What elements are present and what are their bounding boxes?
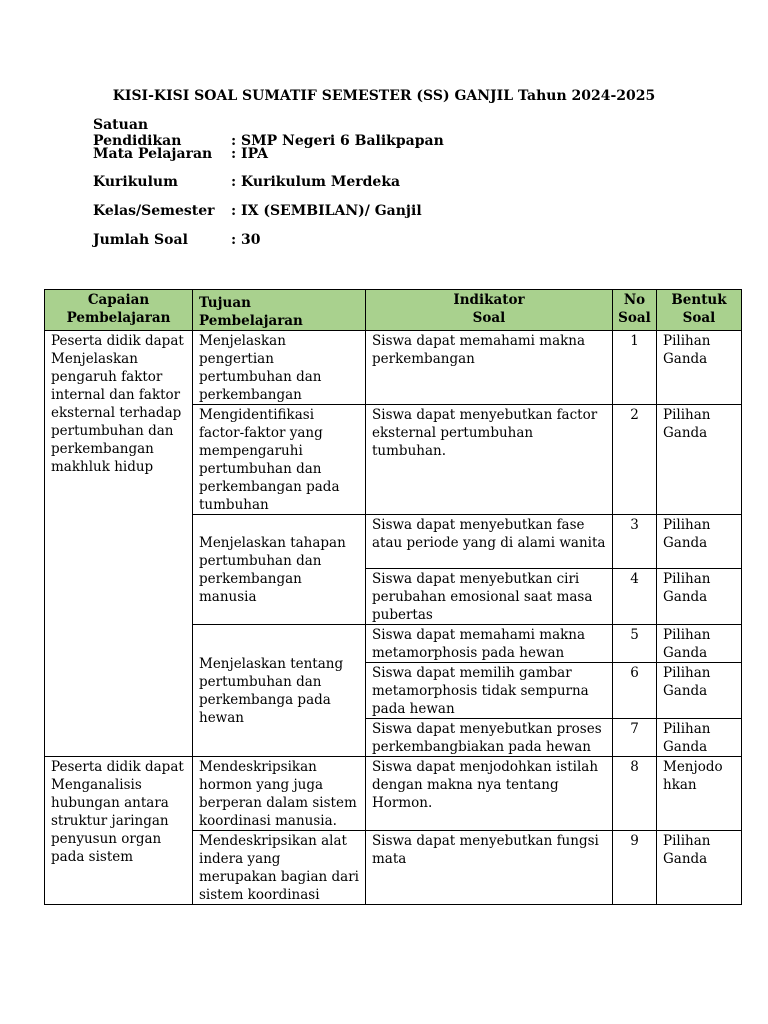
table-row (45, 331, 742, 405)
bentuk-soal-cell: Pilihan Ganda (657, 405, 742, 515)
meta-row-kurikulum (93, 174, 400, 190)
no-soal-cell: 1 (613, 331, 657, 405)
meta-value: : SMP Negeri 6 Balikpapan (231, 133, 444, 149)
meta-row-kelas (93, 203, 422, 219)
no-soal-cell: 8 (613, 757, 657, 831)
indikator-cell: Siswa dapat menyebutkan factor eksternal pertumbuhan tumbuhan. (366, 405, 613, 515)
tujuan-cell: Menjelaskan pengertian pertumbuhan dan perkembangan (193, 331, 366, 405)
bentuk-soal-cell: Pilihan Ganda (657, 831, 742, 905)
bentuk-soal-cell: Pilihan Ganda (657, 569, 742, 625)
meta-row-jumlah (93, 232, 261, 248)
meta-label: Jumlah Soal (93, 232, 188, 248)
tujuan-cell: Mendeskripsikan hormon yang juga berperan dalam sistem koordinasi manusia. (193, 757, 366, 831)
indikator-cell: Siswa dapat memahami makna metamorphosis pada hewan (366, 625, 613, 663)
indikator-cell: Siswa dapat menyebutkan fungsi mata (366, 831, 613, 905)
no-soal-cell: 4 (613, 569, 657, 625)
meta-value: : 30 (231, 232, 261, 248)
header-no-soal: No Soal (613, 290, 657, 331)
header-tujuan: Tujuan Pembelajaran (193, 290, 366, 331)
no-soal-cell: 9 (613, 831, 657, 905)
tujuan-cell: Mendeskripsikan alat indera yang merupakan bagian dari sistem koordinasi (193, 831, 366, 905)
bentuk-soal-cell: Menjodo hkan (657, 757, 742, 831)
no-soal-cell: 7 (613, 719, 657, 757)
document-title: KISI-KISI SOAL SUMATIF SEMESTER (SS) GANJIL Tahun 2024-2025 (112, 88, 656, 104)
bentuk-soal-cell: Pilihan Ganda (657, 625, 742, 663)
meta-label: Kelas/Semester (93, 203, 215, 219)
indikator-cell: Siswa dapat menyebutkan ciri perubahan emosional saat masa pubertas (366, 569, 613, 625)
indikator-cell: Siswa dapat memahami makna perkembangan (366, 331, 613, 405)
indikator-cell: Siswa dapat menyebutkan fase atau periode yang di alami wanita (366, 515, 613, 569)
no-soal-cell: 6 (613, 663, 657, 719)
no-soal-cell: 3 (613, 515, 657, 569)
bentuk-soal-cell: Pilihan Ganda (657, 663, 742, 719)
capaian-cell: Peserta didik dapat Menjelaskan pengaruh faktor internal dan faktor eksternal terhadap pertumbuhan dan perkembangan makhluk hidup (45, 331, 193, 757)
indikator-cell: Siswa dapat menyebutkan proses perkembangbiakan pada hewan (366, 719, 613, 757)
bentuk-soal-cell: Pilihan Ganda (657, 515, 742, 569)
meta-label: Mata Pelajaran (93, 146, 213, 162)
table-row (45, 757, 742, 831)
meta-row-satuan (93, 117, 444, 149)
meta-label: Satuan Pendidikan (93, 117, 182, 149)
indikator-cell: Siswa dapat menjodohkan istilah dengan makna nya tentang Hormon. (366, 757, 613, 831)
header-capaian: Capaian Pembelajaran (45, 290, 193, 331)
no-soal-cell: 5 (613, 625, 657, 663)
no-soal-cell: 2 (613, 405, 657, 515)
meta-label: Kurikulum (93, 174, 178, 190)
header-bentuk-soal: Bentuk Soal (657, 290, 742, 331)
bentuk-soal-cell: Pilihan Ganda (657, 331, 742, 405)
kisi-kisi-table (44, 289, 742, 905)
bentuk-soal-cell: Pilihan Ganda (657, 719, 742, 757)
meta-row-mapel (93, 146, 268, 162)
table-header-row (45, 290, 742, 331)
tujuan-cell: Menjelaskan tentang pertumbuhan dan perkembanga pada hewan (193, 625, 366, 757)
meta-value: : Kurikulum Merdeka (231, 174, 401, 190)
meta-value: : IX (SEMBILAN)/ Ganjil (231, 203, 422, 219)
capaian-cell: Peserta didik dapat Menganalisis hubungan antara struktur jaringan penyusun organ pada sistem (45, 757, 193, 905)
indikator-cell: Siswa dapat memilih gambar metamorphosis tidak sempurna pada hewan (366, 663, 613, 719)
meta-value: : IPA (231, 146, 268, 162)
tujuan-cell: Menjelaskan tahapan pertumbuhan dan perkembangan manusia (193, 515, 366, 625)
tujuan-cell: Mengidentifikasi factor-faktor yang mempengaruhi pertumbuhan dan perkembangan pada tumbuhan (193, 405, 366, 515)
header-indikator: Indikator Soal (366, 290, 613, 331)
